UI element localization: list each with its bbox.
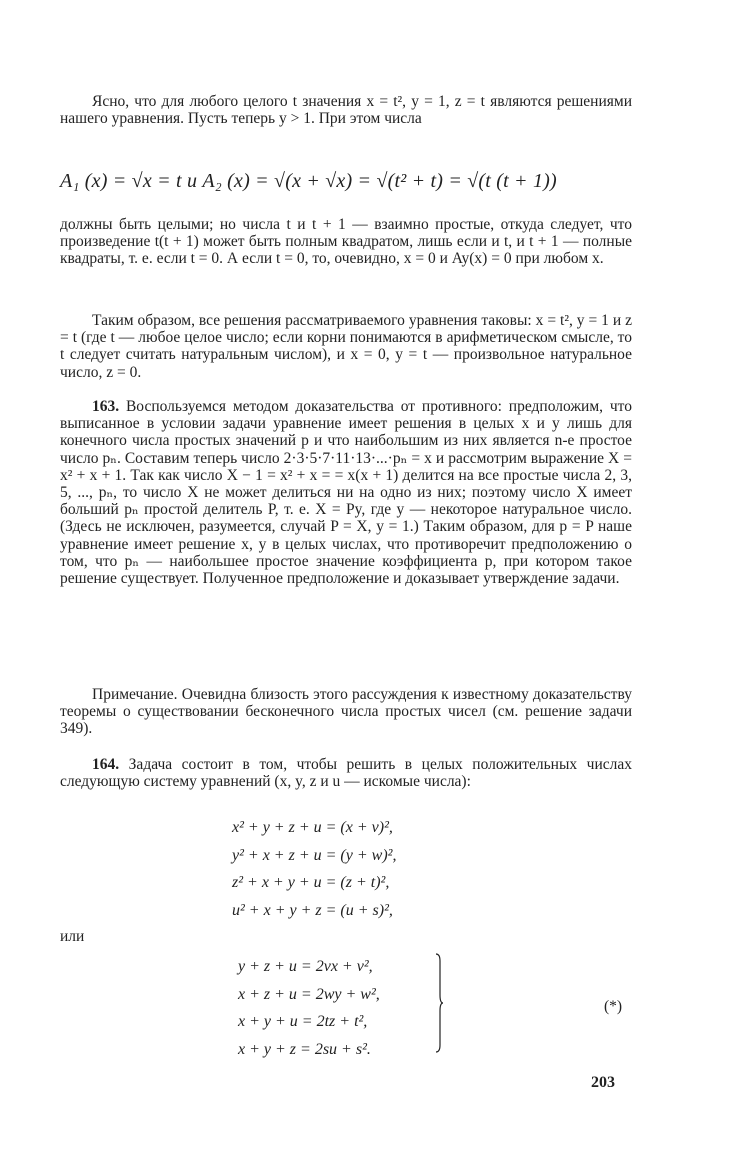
problem-164 bbox=[60, 756, 632, 790]
note-paragraph bbox=[60, 686, 632, 738]
solutions-text: Таким образом, все решения рассматриваемого уравнения таковы: x = t², y = 1 и z = t (где t — любое целое число; если корни понимаются в арифметическом смысле, то t следует считать натуральным числом), и x = 0, y = t — произвольное натуральное число, z = 0. bbox=[60, 312, 632, 381]
problem-164-text bbox=[60, 756, 632, 790]
problem-163 bbox=[60, 398, 632, 587]
right-brace bbox=[435, 953, 443, 1053]
equation-row: y² + x + z + u = (y + w)², bbox=[232, 846, 397, 864]
system-tag: (*) bbox=[604, 998, 623, 1015]
problem-164-body: Задача состоит в том, чтобы решить в целых положительных числах следующую систему уравнений (x, y, z и u — искомые числа): bbox=[60, 756, 633, 791]
connector-word: или bbox=[60, 928, 85, 945]
equation-system-2 bbox=[238, 953, 380, 1063]
equation-row: z² + x + y + u = (z + t)², bbox=[232, 874, 390, 891]
page-number: 203 bbox=[591, 1074, 615, 1091]
problem-163-number: 163. bbox=[92, 398, 120, 415]
solutions-paragraph bbox=[60, 312, 632, 381]
root-formula: A₁ (x) = √x = t и A₂ (x) = √(x + √x) = √(t² + t) = √(t (t + 1)) bbox=[60, 170, 557, 192]
note-text: Примечание. Очевидна близость этого рассуждения к известному доказательству теоремы о существовании бесконечного числа простых чисел (см. решение задачи 349). bbox=[60, 686, 632, 738]
problem-163-body: Воспользуемся методом доказательства от противного: предположим, что выписанное в условии задачи уравнение имеет решения в целых x и y лишь для конечного числа простых значений p и что наибольшим из них является n-е простое число pₙ. Составим теперь число 2·3·5·7·11·13·...·pₙ = x и рассмотрим выражение X = x² + x + 1. Так как число X − 1 = x² + x = = x(x + 1) делится на все простые числа 2, 3, 5, ..., pₙ, то число X не может делиться ни на одно из них; поэтому число X имеет больший pₙ простой делитель P, т. е. X = Py, где y — некоторое натуральное число. (Здесь не исключен, разумеется, случай P = X, y = 1.) Таким образом, для p = P наше уравнение имеет решение x, y в целых числах, что противоречит предположению о том, что pₙ — наибольшее простое значение коэффициента p, при котором такое решение существует. Полученное предположение и доказывает утверждение задачи. bbox=[60, 398, 632, 588]
problem-164-number: 164. bbox=[92, 756, 120, 773]
equation-row: y + z + u = 2vx + v², bbox=[238, 958, 373, 975]
equation-row: x + z + u = 2wy + w², bbox=[238, 985, 380, 1003]
intro-text: Ясно, что для любого целого t значения x = t², y = 1, z = t являются решениями нашего уравнения. Пусть теперь y > 1. При этом числа bbox=[60, 93, 632, 128]
intro-paragraph bbox=[60, 93, 632, 127]
coprime-text: должны быть целыми; но числа t и t + 1 — взаимно простые, откуда следует, что произведение t(t + 1) может быть полным квадратом, лишь если и t, и t + 1 — полные квадраты, т. е. если t = 0. А если t = 0, то, очевидно, x = 0 и Ay(x) = 0 при любом x. bbox=[60, 216, 632, 268]
equation-system-1 bbox=[232, 814, 396, 924]
equation-row: x + y + u = 2tz + t², bbox=[238, 1013, 368, 1030]
coprime-paragraph bbox=[60, 216, 632, 268]
problem-163-text bbox=[60, 398, 632, 587]
equation-row: x + y + z = 2su + s². bbox=[238, 1040, 371, 1058]
equation-row: x² + y + z + u = (x + v)², bbox=[232, 819, 393, 836]
equation-row: u² + x + y + z = (u + s)², bbox=[232, 901, 393, 919]
